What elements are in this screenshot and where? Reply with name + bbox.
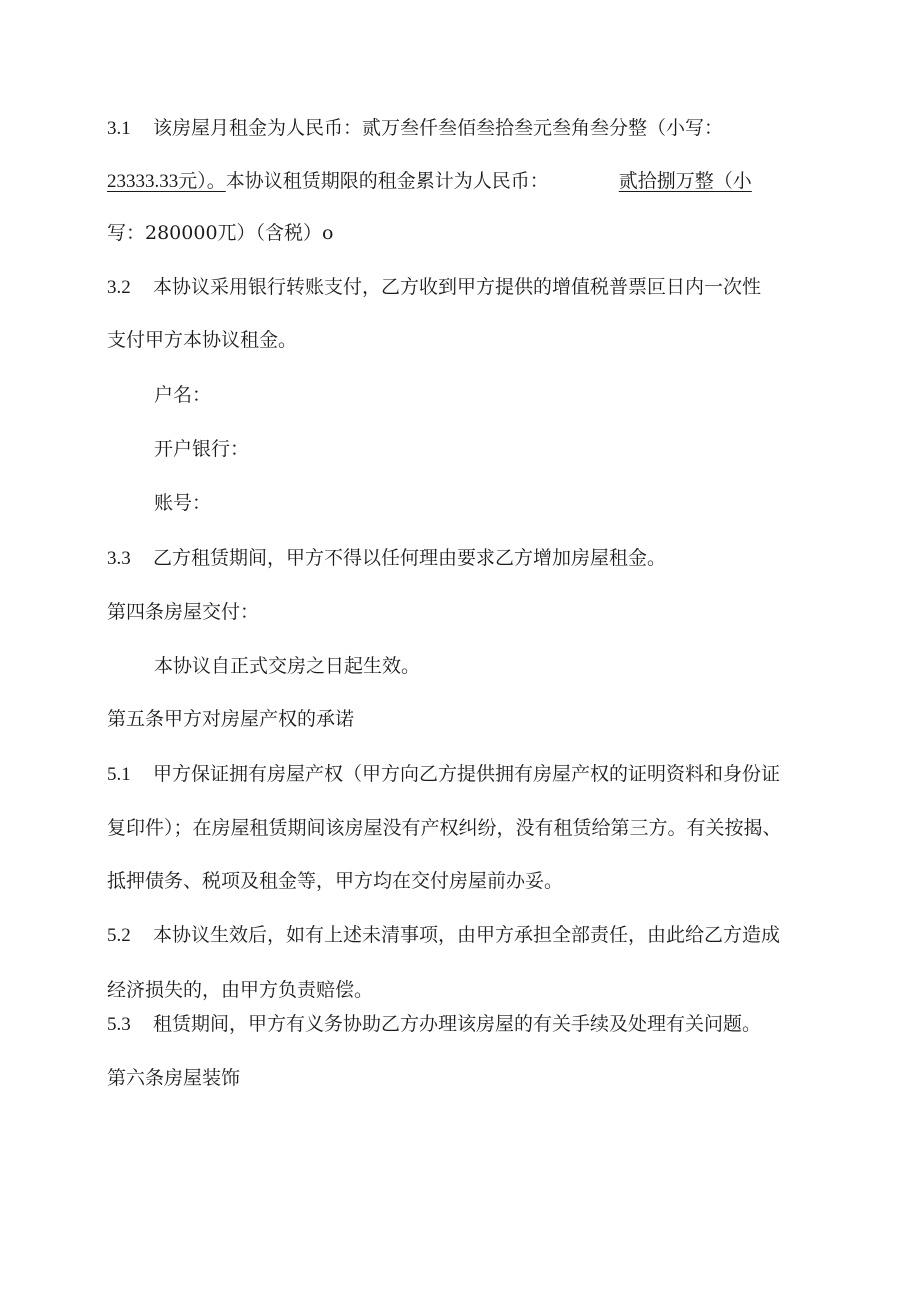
clause-5-3: [107, 1012, 761, 1036]
bank-name-label: 开户银行：: [154, 438, 250, 460]
clause-3-1-line-3: [107, 221, 333, 245]
clause-text: 写：280000兀）（含税）o: [107, 222, 334, 244]
clause-text: 本协议生效后，如有上述未清事项，由甲方承担全部责任，由此给乙方造成: [153, 924, 781, 946]
clause-text: 租赁期间，甲方有义务协助乙方办理该房屋的有关手续及处理有关问题。: [153, 1013, 762, 1035]
clause-5-2-line-2: 经济损失的，由甲方负责赔偿。: [107, 979, 374, 1001]
clause-5-1-line-2: 复印件）；在房屋租赁期间该房屋没有产权纠纷，没有租赁给第三方。有关按揭、: [107, 817, 782, 839]
clause-text: 甲方保证拥有房屋产权（甲方向乙方提供拥有房屋产权的证明资料和身份证: [153, 763, 781, 785]
article-6-title: 第六条房屋装饰: [107, 1067, 241, 1089]
clause-3-2-line-2: [107, 328, 297, 352]
clause-number: 3.3: [107, 548, 131, 569]
clause-number: 5.3: [107, 1014, 131, 1035]
clause-text: 支付甲方本协议租金。: [107, 329, 298, 351]
monthly-rent-amount: 23333.33元）。: [107, 171, 226, 192]
clause-number: 3.1: [107, 118, 131, 139]
total-rent-amount: 贰拾捌万整（小: [618, 170, 752, 192]
clause-text: 该房屋月租金为人民币：贰万叁仟叁佰叁拾叁元叁角叁分整（小写：: [153, 117, 724, 139]
account-name-label: 户名：: [154, 384, 212, 406]
clause-number: 5.2: [107, 925, 131, 946]
article-4-body: 本协议自正式交房之日起生效。: [154, 655, 421, 677]
article-4-title: 第四条房屋交付：: [107, 601, 260, 623]
account-number-label: 账号：: [154, 492, 212, 514]
clause-3-1-line-2: [107, 169, 752, 193]
clause-text: 本协议采用银行转账支付，乙方收到甲方提供的增值税普票叵日内一次性: [153, 276, 762, 298]
clause-5-2-line-1: [107, 923, 780, 947]
clause-5-1-line-3: 抵押债务、税项及租金等，甲方均在交付房屋前办妥。: [107, 870, 564, 892]
clause-text: 本协议租赁期限的租金累计为人民币：: [225, 170, 549, 192]
article-5-title: 第五条甲方对房屋产权的承诺: [107, 708, 355, 730]
clause-number: 3.2: [107, 277, 131, 298]
clause-3-2-line-1: [107, 275, 761, 299]
clause-3-1-line-1: [107, 116, 723, 140]
clause-number: 5.1: [107, 764, 131, 785]
clause-text: 乙方租赁期间，甲方不得以任何理由要求乙方增加房屋租金。: [153, 547, 667, 569]
clause-5-1-line-1: [107, 762, 780, 786]
clause-3-3: [107, 546, 666, 570]
